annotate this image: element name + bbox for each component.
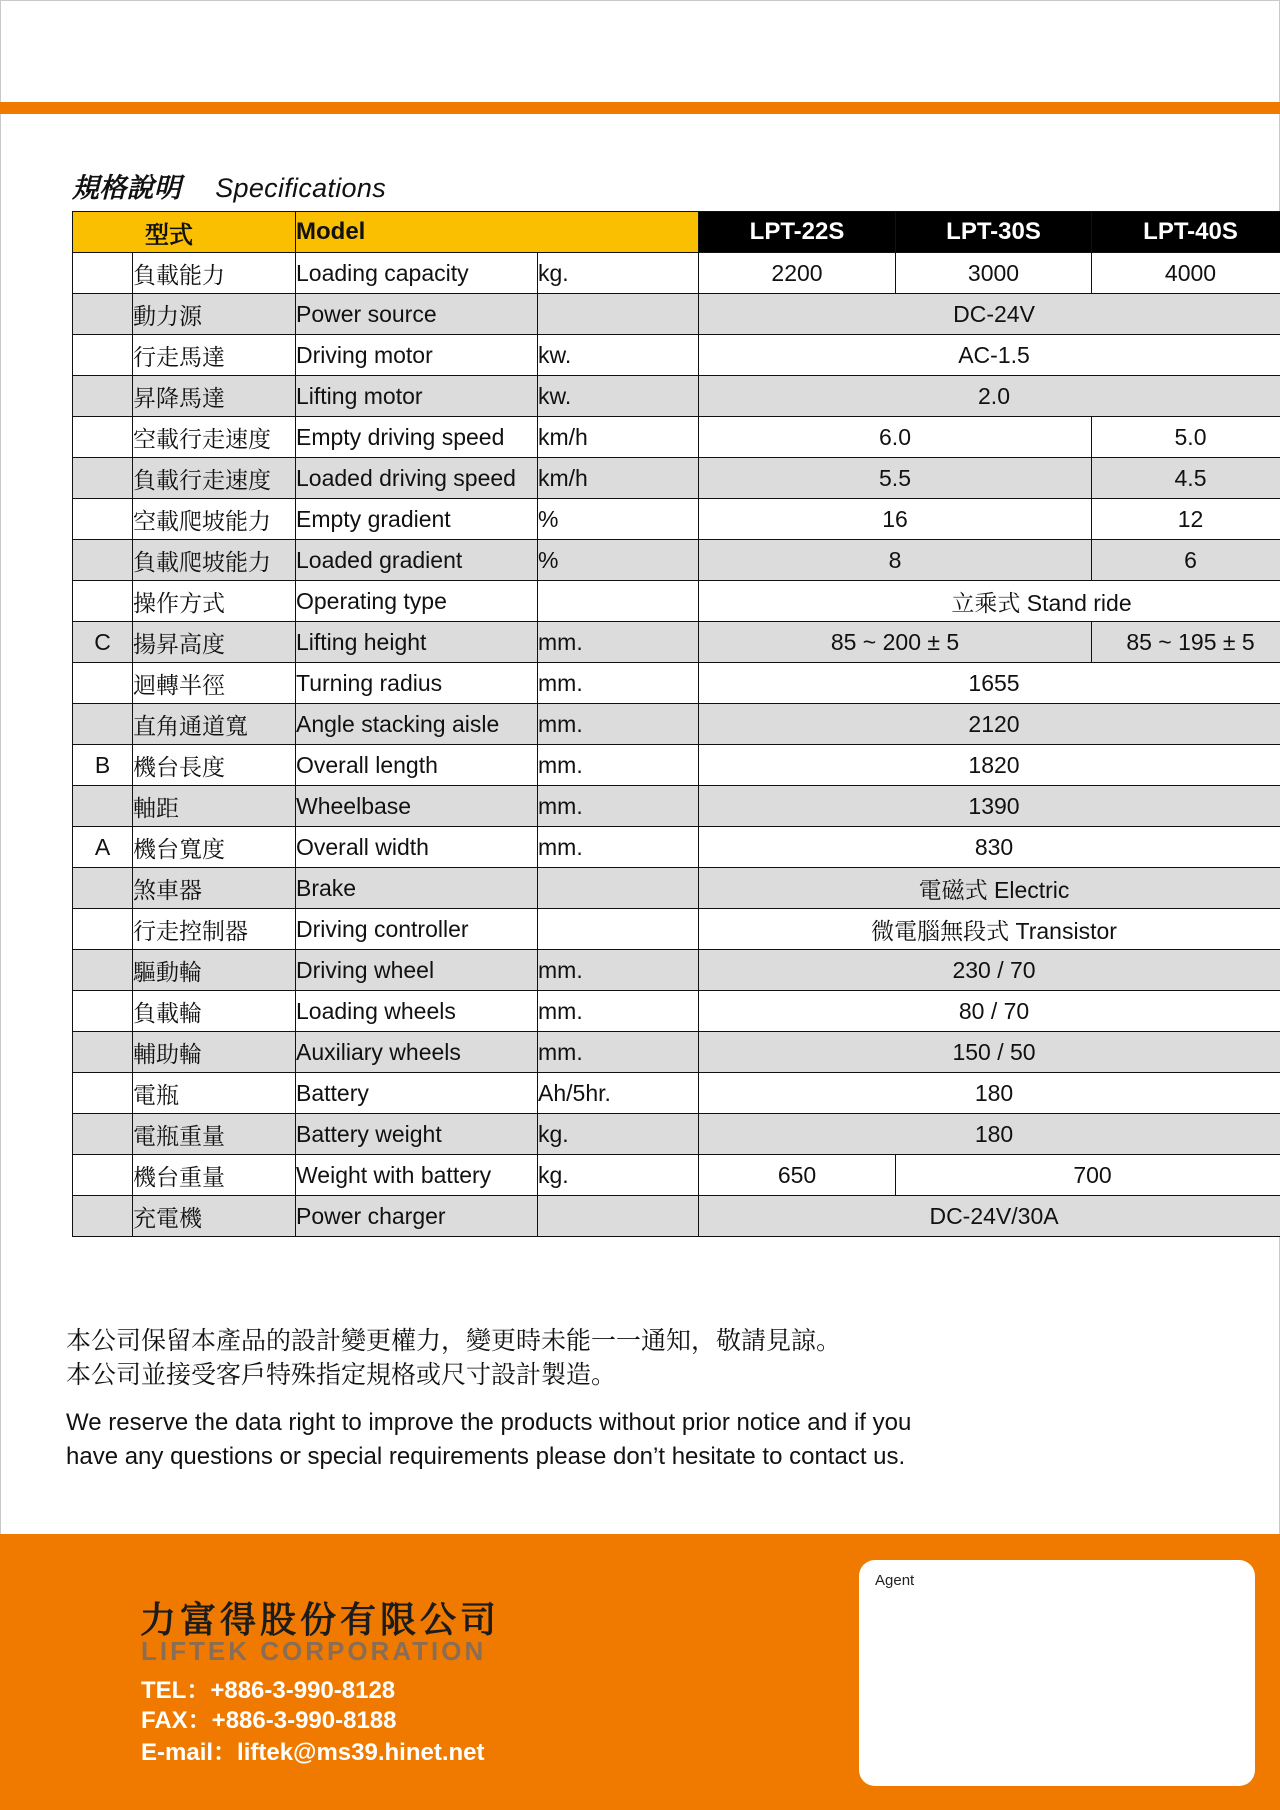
row-label-en: Battery weight — [296, 1114, 538, 1155]
row-dimension-letter: C — [73, 622, 133, 663]
note-en-line: have any questions or special requirements please don’t hesitate to contact us. — [66, 1443, 906, 1470]
table-row — [73, 786, 1280, 827]
row-dimension-letter — [73, 540, 133, 581]
row-label-cn: 昇降馬達 — [133, 376, 296, 417]
note-en — [66, 1406, 911, 1474]
row-value: 2.0 — [699, 376, 1280, 417]
row-label-en: Loading capacity — [296, 253, 538, 294]
row-dimension-letter — [73, 417, 133, 458]
row-dimension-letter — [73, 458, 133, 499]
row-value: 830 — [699, 827, 1280, 868]
table-row — [73, 376, 1280, 417]
row-label-cn: 充電機 — [133, 1196, 296, 1237]
row-value: 1655 — [699, 663, 1280, 704]
row-dimension-letter — [73, 581, 133, 622]
row-dimension-letter — [73, 704, 133, 745]
row-value: 立乘式 Stand ride — [699, 581, 1280, 622]
row-dimension-letter — [73, 376, 133, 417]
agent-box — [859, 1560, 1255, 1786]
note-cn-line: 本公司保留本產品的設計變更權力，變更時未能一一通知，敬請見諒。 — [66, 1326, 842, 1355]
row-label-en: Turning radius — [296, 663, 538, 704]
row-label-en: Driving controller — [296, 909, 538, 950]
row-label-cn: 動力源 — [133, 294, 296, 335]
row-dimension-letter — [73, 1155, 133, 1196]
table-row — [73, 622, 1280, 663]
row-label-en: Power charger — [296, 1196, 538, 1237]
contact-email: E-mail：liftek@ms39.hinet.net — [141, 1739, 485, 1766]
spec-table-body — [73, 253, 1280, 1237]
table-row — [73, 1032, 1280, 1073]
row-label-cn: 行走控制器 — [133, 909, 296, 950]
row-label-cn: 機台寬度 — [133, 827, 296, 868]
table-row — [73, 540, 1280, 581]
row-value: 85 ~ 195 ± 5 — [1092, 622, 1280, 663]
row-dimension-letter — [73, 909, 133, 950]
row-value: 電磁式 Electric — [699, 868, 1280, 909]
row-unit: % — [538, 499, 699, 540]
row-value: 80 / 70 — [699, 991, 1280, 1032]
table-row — [73, 909, 1280, 950]
note-en-line: We reserve the data right to improve the products without prior notice and if you — [66, 1409, 912, 1436]
table-header-row — [73, 212, 1280, 253]
row-label-en: Angle stacking aisle — [296, 704, 538, 745]
row-label-cn: 負載爬坡能力 — [133, 540, 296, 581]
row-dimension-letter — [73, 1114, 133, 1155]
row-label-en: Weight with battery — [296, 1155, 538, 1196]
row-label-en: Operating type — [296, 581, 538, 622]
row-value: 4000 — [1092, 253, 1280, 294]
row-unit: mm. — [538, 827, 699, 868]
top-accent-bar — [0, 102, 1280, 114]
row-value: 5.5 — [699, 458, 1092, 499]
row-dimension-letter — [73, 950, 133, 991]
contact-fax: FAX：+886-3-990-8188 — [141, 1707, 397, 1734]
row-value: 700 — [896, 1155, 1280, 1196]
row-label-en: Battery — [296, 1073, 538, 1114]
row-label-cn: 迴轉半徑 — [133, 663, 296, 704]
row-label-en: Overall width — [296, 827, 538, 868]
row-unit: mm. — [538, 950, 699, 991]
row-unit: kg. — [538, 1114, 699, 1155]
row-unit: kg. — [538, 253, 699, 294]
row-value: 3000 — [896, 253, 1092, 294]
row-label-cn: 軸距 — [133, 786, 296, 827]
row-label-cn: 電瓶重量 — [133, 1114, 296, 1155]
row-unit — [538, 909, 699, 950]
row-value: 16 — [699, 499, 1092, 540]
row-label-cn: 煞車器 — [133, 868, 296, 909]
row-label-en: Loading wheels — [296, 991, 538, 1032]
row-label-cn: 揚昇高度 — [133, 622, 296, 663]
row-label-cn: 直角通道寬 — [133, 704, 296, 745]
table-row — [73, 1155, 1280, 1196]
row-unit: mm. — [538, 786, 699, 827]
table-row — [73, 417, 1280, 458]
row-dimension-letter — [73, 1032, 133, 1073]
table-row — [73, 1073, 1280, 1114]
row-value: DC-24V/30A — [699, 1196, 1280, 1237]
company-name-en: LIFTEK CORPORATION — [141, 1636, 487, 1666]
row-label-en: Empty driving speed — [296, 417, 538, 458]
row-dimension-letter — [73, 335, 133, 376]
row-dimension-letter — [73, 253, 133, 294]
note-cn — [66, 1324, 841, 1392]
table-row — [73, 499, 1280, 540]
table-row — [73, 827, 1280, 868]
row-value: 230 / 70 — [699, 950, 1280, 991]
section-title-en: Specifications — [215, 173, 386, 203]
row-label-en: Power source — [296, 294, 538, 335]
table-row — [73, 253, 1280, 294]
section-title-cn: 規格說明 — [72, 173, 182, 203]
row-unit: mm. — [538, 704, 699, 745]
row-dimension-letter — [73, 663, 133, 704]
row-label-en: Lifting height — [296, 622, 538, 663]
row-unit: km/h — [538, 458, 699, 499]
row-label-en: Brake — [296, 868, 538, 909]
row-label-en: Loaded gradient — [296, 540, 538, 581]
row-value: 4.5 — [1092, 458, 1280, 499]
row-label-cn: 負載能力 — [133, 253, 296, 294]
table-row — [73, 745, 1280, 786]
row-unit: kw. — [538, 376, 699, 417]
row-unit: mm. — [538, 991, 699, 1032]
company-name-cn: 力富得股份有限公司 — [140, 1599, 501, 1641]
table-row — [73, 868, 1280, 909]
row-unit: Ah/5hr. — [538, 1073, 699, 1114]
row-unit: % — [538, 540, 699, 581]
row-unit — [538, 868, 699, 909]
row-label-en: Driving motor — [296, 335, 538, 376]
table-row — [73, 458, 1280, 499]
row-unit: kw. — [538, 335, 699, 376]
row-value: 6.0 — [699, 417, 1092, 458]
row-unit — [538, 581, 699, 622]
row-value: 8 — [699, 540, 1092, 581]
row-label-cn: 輔助輪 — [133, 1032, 296, 1073]
header-model-lpt-22s: LPT-22S — [699, 212, 896, 253]
row-label-en: Loaded driving speed — [296, 458, 538, 499]
header-model-lpt-40s: LPT-40S — [1092, 212, 1280, 253]
row-label-cn: 負載行走速度 — [133, 458, 296, 499]
row-value: 6 — [1092, 540, 1280, 581]
table-row — [73, 1196, 1280, 1237]
row-label-cn: 機台重量 — [133, 1155, 296, 1196]
row-dimension-letter — [73, 1073, 133, 1114]
table-row — [73, 335, 1280, 376]
row-unit: mm. — [538, 663, 699, 704]
row-value: AC-1.5 — [699, 335, 1280, 376]
row-dimension-letter — [73, 991, 133, 1032]
header-model-lpt-30s: LPT-30S — [896, 212, 1092, 253]
row-label-en: Lifting motor — [296, 376, 538, 417]
table-row — [73, 991, 1280, 1032]
row-unit: mm. — [538, 745, 699, 786]
row-label-cn: 操作方式 — [133, 581, 296, 622]
table-row — [73, 950, 1280, 991]
row-unit: kg. — [538, 1155, 699, 1196]
row-value: 180 — [699, 1073, 1280, 1114]
table-row — [73, 1114, 1280, 1155]
row-dimension-letter — [73, 1196, 133, 1237]
row-label-en: Auxiliary wheels — [296, 1032, 538, 1073]
row-unit: mm. — [538, 622, 699, 663]
row-unit — [538, 1196, 699, 1237]
row-label-cn: 機台長度 — [133, 745, 296, 786]
spec-table — [72, 211, 1280, 1237]
row-value: 650 — [699, 1155, 896, 1196]
row-label-en: Overall length — [296, 745, 538, 786]
agent-label: Agent — [875, 1572, 915, 1589]
row-dimension-letter — [73, 294, 133, 335]
row-value: 2120 — [699, 704, 1280, 745]
row-dimension-letter — [73, 868, 133, 909]
row-label-cn: 負載輪 — [133, 991, 296, 1032]
table-row — [73, 581, 1280, 622]
row-value: 85 ~ 200 ± 5 — [699, 622, 1092, 663]
row-dimension-letter: A — [73, 827, 133, 868]
row-value: 150 / 50 — [699, 1032, 1280, 1073]
row-unit: mm. — [538, 1032, 699, 1073]
row-value: 2200 — [699, 253, 896, 294]
row-label-en: Driving wheel — [296, 950, 538, 991]
section-title — [72, 166, 386, 205]
row-label-cn: 電瓶 — [133, 1073, 296, 1114]
row-label-en: Wheelbase — [296, 786, 538, 827]
row-label-cn: 驅動輪 — [133, 950, 296, 991]
row-value: 12 — [1092, 499, 1280, 540]
row-value: 1390 — [699, 786, 1280, 827]
row-value: 微電腦無段式 Transistor — [699, 909, 1280, 950]
header-model-en: Model — [296, 212, 699, 253]
row-value: 1820 — [699, 745, 1280, 786]
note-cn-line: 本公司並接受客戶特殊指定規格或尺寸設計製造。 — [66, 1360, 617, 1389]
row-value: 5.0 — [1092, 417, 1280, 458]
table-row — [73, 294, 1280, 335]
table-row — [73, 704, 1280, 745]
row-label-en: Empty gradient — [296, 499, 538, 540]
row-label-cn: 空載爬坡能力 — [133, 499, 296, 540]
row-value: 180 — [699, 1114, 1280, 1155]
row-label-cn: 空載行走速度 — [133, 417, 296, 458]
row-unit: km/h — [538, 417, 699, 458]
row-dimension-letter: B — [73, 745, 133, 786]
contact-tel: TEL：+886-3-990-8128 — [141, 1677, 396, 1704]
header-model-cn: 型式 — [73, 212, 296, 253]
row-dimension-letter — [73, 786, 133, 827]
footer — [0, 1534, 1280, 1810]
row-value: DC-24V — [699, 294, 1280, 335]
row-dimension-letter — [73, 499, 133, 540]
row-unit — [538, 294, 699, 335]
row-label-cn: 行走馬達 — [133, 335, 296, 376]
table-row — [73, 663, 1280, 704]
